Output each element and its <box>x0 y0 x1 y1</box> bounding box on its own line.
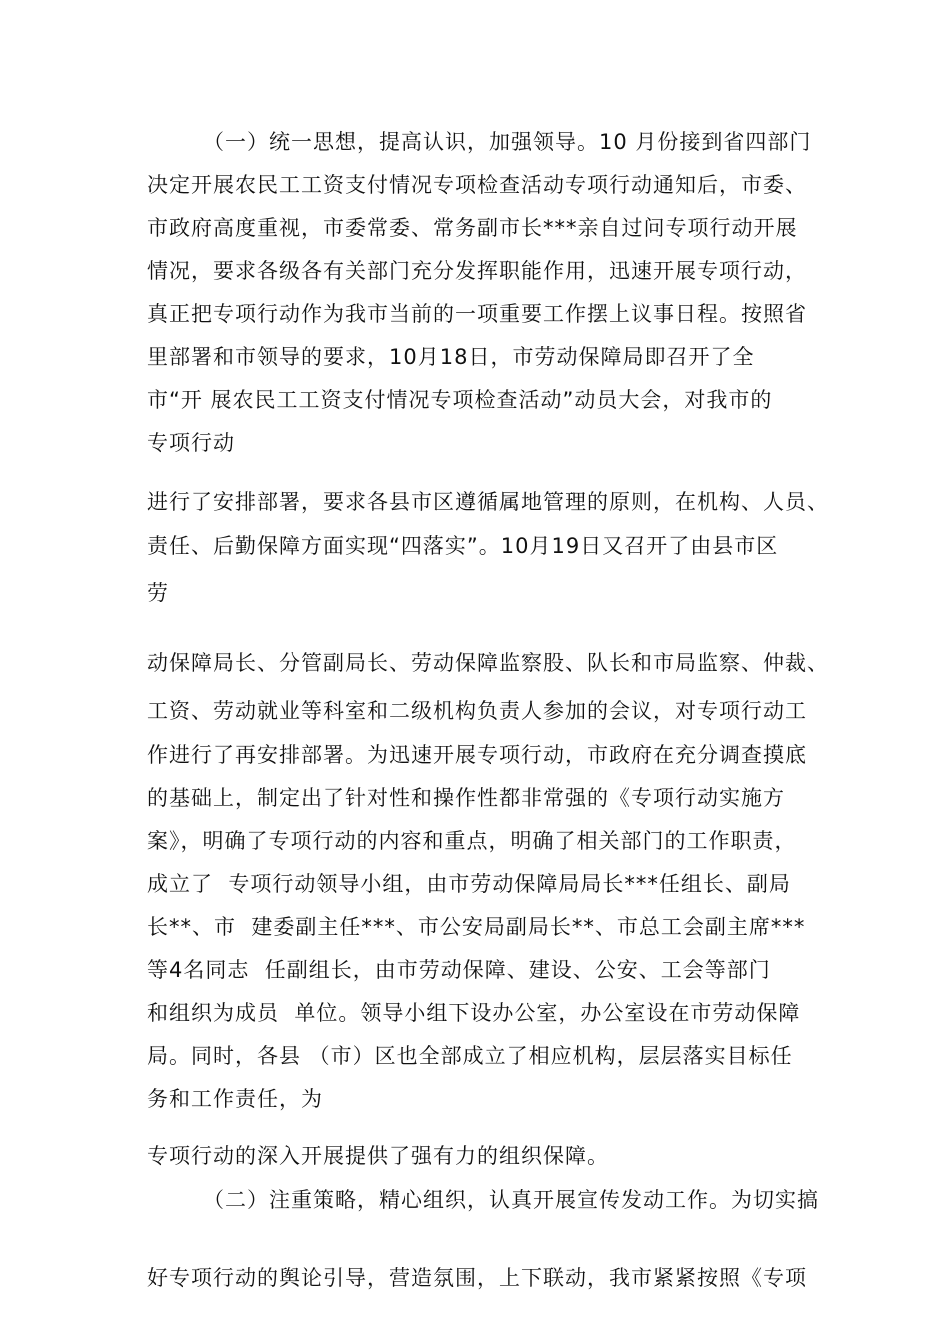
paragraph-line: 责任、后勤保障方面实现“四落实”。10月19日又召开了由县市区 <box>147 534 779 558</box>
paragraph-line: 真正把专项行动作为我市当前的一项重要工作摆上议事日程。按照省 <box>147 302 807 326</box>
paragraph-line: 成立了 专项行动领导小组，由市劳动保障局局长***任组长、副局 <box>147 872 791 896</box>
paragraph-line: 等4名同志 任副组长，由市劳动保障、建设、公安、工会等部门 <box>147 958 771 982</box>
paragraph-line: 的基础上，制定出了针对性和操作性都非常强的《专项行动实施方 <box>147 786 785 810</box>
paragraph-line: 长**、市 建委副主任***、市公安局副局长**、市总工会副主席*** <box>147 915 806 939</box>
paragraph-line: 市政府高度重视，市委常委、常务副市长***亲自过问专项行动开展 <box>147 216 798 240</box>
paragraph-line: 动保障局长、分管副局长、劳动保障监察股、队长和市局监察、仲裁、 <box>147 651 829 675</box>
paragraph-line: 进行了安排部署，要求各县市区遵循属地管理的原则，在机构、人员、 <box>147 490 829 514</box>
paragraph-line: 局。同时，各县 （市）区也全部成立了相应机构，层层落实目标任 <box>147 1044 793 1068</box>
paragraph-line: 里部署和市领导的要求，10月18日，市劳动保障局即召开了全 <box>147 345 755 369</box>
paragraph-line: （二）注重策略，精心组织，认真开展宣传发动工作。为切实搞 <box>203 1188 819 1212</box>
paragraph-line: 务和工作责任，为 <box>147 1087 323 1111</box>
paragraph-line: 工资、劳动就业等科室和二级机构负责人参加的会议，对专项行动工 <box>147 699 807 723</box>
paragraph-line: 作进行了再安排部署。为迅速开展专项行动，市政府在充分调查摸底 <box>147 743 807 767</box>
paragraph-line: 案》，明确了专项行动的内容和重点，明确了相关部门的工作职责， <box>147 829 797 853</box>
paragraph-line: 专项行动 <box>147 431 235 455</box>
paragraph-line: 劳 <box>147 581 169 605</box>
paragraph-line: （一）统一思想，提高认识，加强领导。10 月份接到省四部门 <box>203 130 812 154</box>
paragraph-line: 市“开 展农民工工资支付情况专项检查活动”动员大会，对我市的 <box>147 388 773 412</box>
paragraph-line: 专项行动的深入开展提供了强有力的组织保障。 <box>147 1144 609 1168</box>
paragraph-line: 情况，要求各级各有关部门充分发挥职能作用，迅速开展专项行动， <box>147 259 807 283</box>
paragraph-line: 好专项行动的舆论引导，营造氛围，上下联动，我市紧紧按照《专项 <box>147 1266 807 1290</box>
paragraph-line: 和组织为成员 单位。领导小组下设办公室，办公室设在市劳动保障 <box>147 1001 801 1025</box>
paragraph-line: 决定开展农民工工资支付情况专项检查活动专项行动通知后，市委、 <box>147 173 807 197</box>
